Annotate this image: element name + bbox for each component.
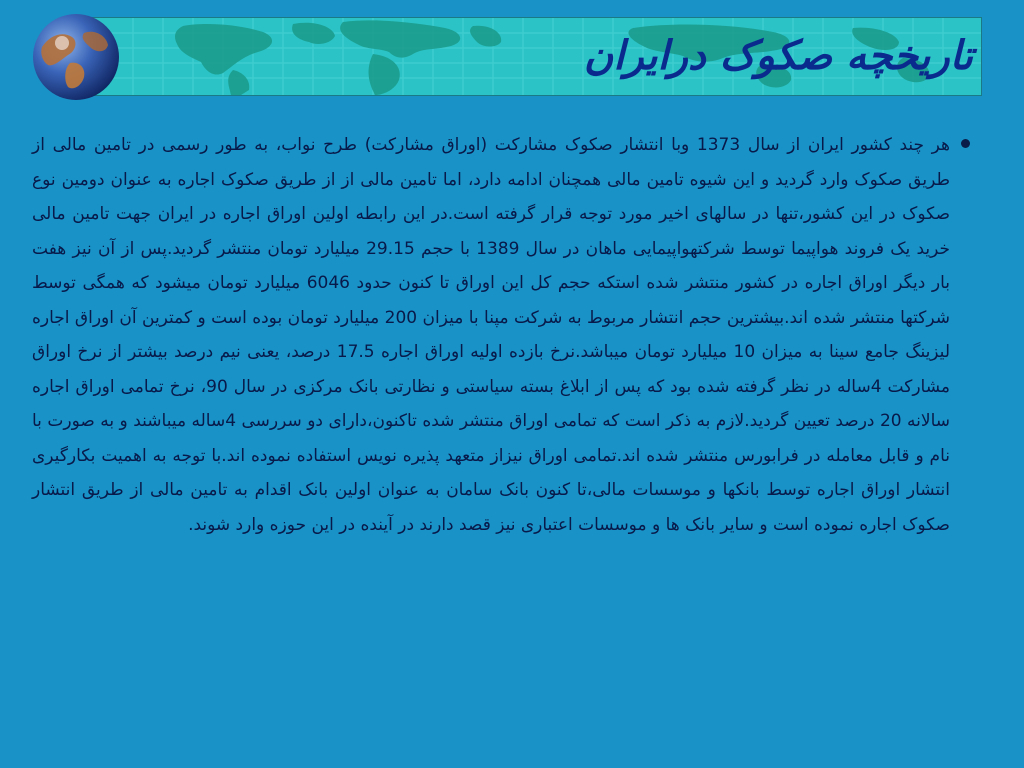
bullet-icon bbox=[961, 139, 970, 148]
body-paragraph: هر چند کشور ایران از سال 1373 وبا انتشار صکوک مشارکت (اوراق مشارکت) طرح نواب، به طور رسمی در تامین مالی از طریق صکوک وارد گردید و این شیوه تامین مالی همچنان ادامه دارد، اما تامین مالی از از طریق صکوک اجاره به عنوان دومین نوع صکوک در این کشور،تنها در سالهای اخیر مورد توجه قرار گرفته است.در این رابطه اولین اوراق اجاره در ایران جهت تامین مالی خرید یک فروند هواپیما توسط شرکتهواپیمایی ماهان در سال 1389 با حجم 29.15 میلیارد تومان منتشر گردید.پس از آن نیز هفت بار دیگر اوراق اجاره در کشور منتشر شده استکه حجم کل این اوراق تا کنون حدود 6046 میلیارد تومان میشود که همگی توسط شرکتها منتشر شده اند.بیشترین حجم انتشار مربوط به شرکت مپنا با میزان 200 میلیارد تومان بوده است و کمترین آن اوراق اجاره لیزینگ جامع سینا به میزان 10 میلیارد تومان میباشد.نرخ بازده اولیه اوراق اجاره 17.5 درصد، یعنی نیم درصد بیشتر از نرخ اوراق مشارکت 4ساله در نظر گرفته شده بود که پس از ابلاغ بسته سیاستی و نظارتی بانک مرکزی در سال 90، نرخ تمامی اوراق اجاره سالانه 20 درصد تعیین گردید.لازم به ذکر است که تمامی اوراق منتشر شده تاکنون،دارای دو سررسی 4ساله میباشند و به صورت با نام و قابل معامله در فرابورس منتشر شده اند.تمامی اوراق نیزاز متعهد پذیره نویس استفاده نموده اند.با توجه به اهمیت بکارگیری انتشار اوراق اجاره توسط بانکها و موسسات مالی،تا کنون بانک سامان به عنوان اولین بانک اقدام به تامین مالی از طریق انتشار صکوک اجاره نموده است و سایر بانک ها و موسسات اعتباری نیز قصد دارند در آینده در این حوزه وارد شوند. bbox=[32, 135, 950, 535]
globe-icon bbox=[32, 13, 120, 101]
slide-title: تاریخچه صکوک درایران bbox=[583, 32, 973, 79]
content-area bbox=[32, 128, 962, 618]
world-map-banner bbox=[72, 17, 982, 96]
